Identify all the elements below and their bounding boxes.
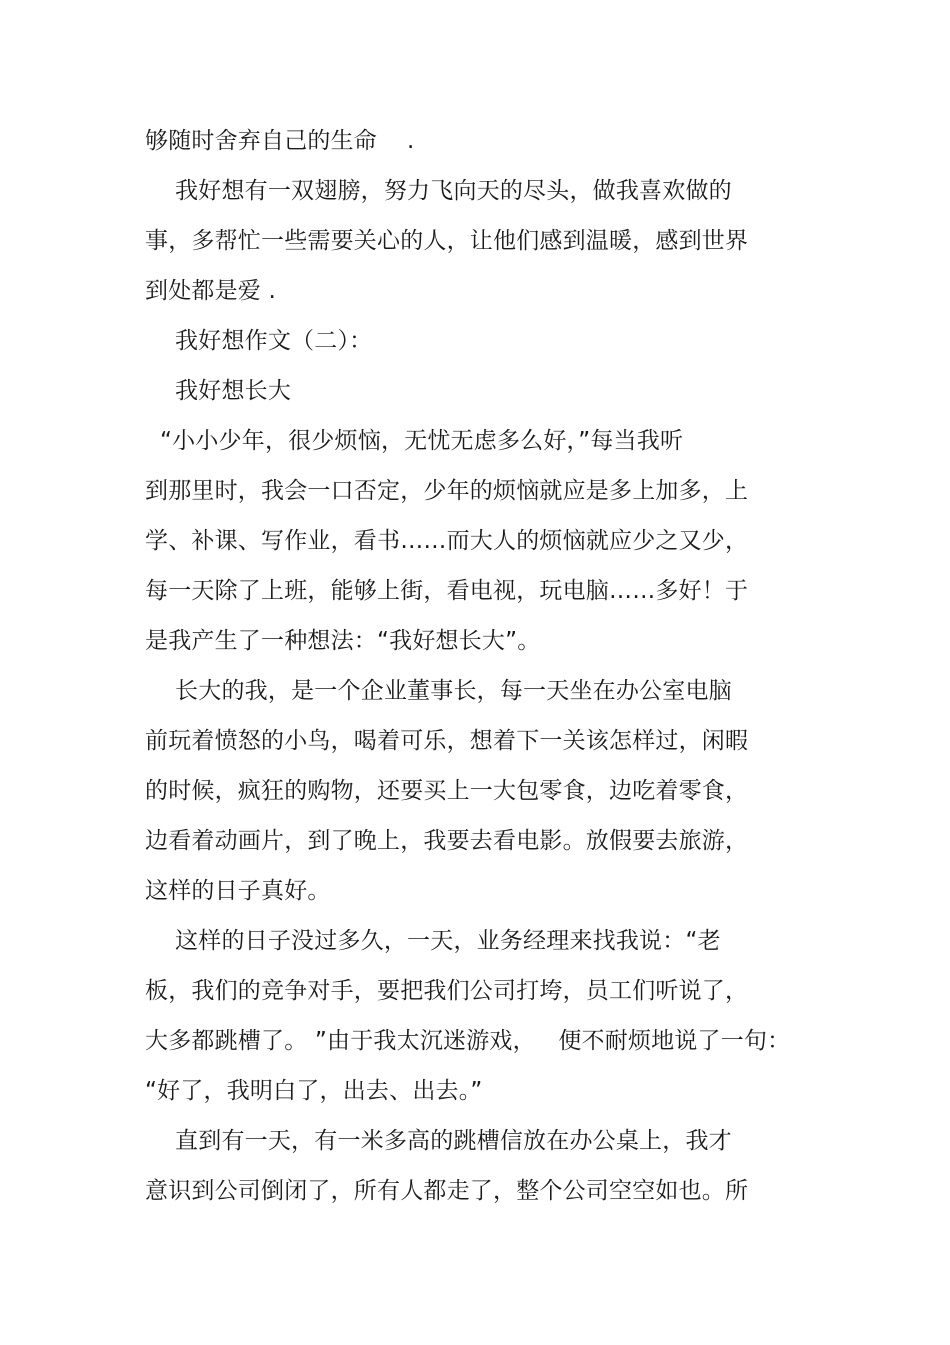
section-heading: 我好想作文（二）： [145,328,373,354]
text-line: 前玩着愤怒的小鸟，喝着可乐，想着下一关该怎样过，闲暇 [145,728,749,754]
text-line: 我好想有一双翅膀，努力飞向天的尽头，做我喜欢做的 [145,178,732,204]
text-line: 每一天除了上班，能够上街，看电视，玩电脑……多好！于 [145,578,749,604]
text-line: 这样的日子真好。 [145,878,331,904]
text-line: 意识到公司倒闭了，所有人都走了，整个公司空空如也。所 [145,1178,749,1204]
text-line: 到处都是爱 . [145,278,277,304]
essay-title: 我好想长大 [145,378,292,404]
text-line: 学、补课、写作业，看书……而大人的烦恼就应少之又少， [145,528,749,554]
text-line: 边看着动画片，到了晚上，我要去看电影。放假要去旅游， [145,828,749,854]
text-line: 事，多帮忙一些需要关心的人，让他们感到温暖，感到世界 [145,228,749,254]
text-line: 够随时舍弃自己的生命 . [145,128,415,154]
text-line: 板，我们的竞争对手，要把我们公司打垮，员工们听说了， [145,978,749,1004]
text-line: 的时候，疯狂的购物，还要买上一大包零食，边吃着零食， [145,778,749,804]
text-line: “小小少年，很少烦恼，无忧无虑多么好，”每当我听 [145,428,684,454]
text-line: 到那里时，我会一口否定，少年的烦恼就应是多上加多，上 [145,478,749,504]
text-line: 这样的日子没过多久，一天，业务经理来找我说：“老 [145,928,721,954]
text-line: “好了，我明白了，出去、出去。” [145,1078,483,1104]
text-line: 直到有一天，有一米多高的跳槽信放在办公桌上，我才 [145,1128,732,1154]
text-line: 大多都跳槽了。 ”由于我太沉迷游戏， 便不耐烦地说了一句： [145,1028,791,1054]
text-line: 长大的我，是一个企业董事长，每一天坐在办公室电脑 [145,678,732,704]
text-line: 是我产生了一种想法：“我好想长大”。 [145,628,541,654]
